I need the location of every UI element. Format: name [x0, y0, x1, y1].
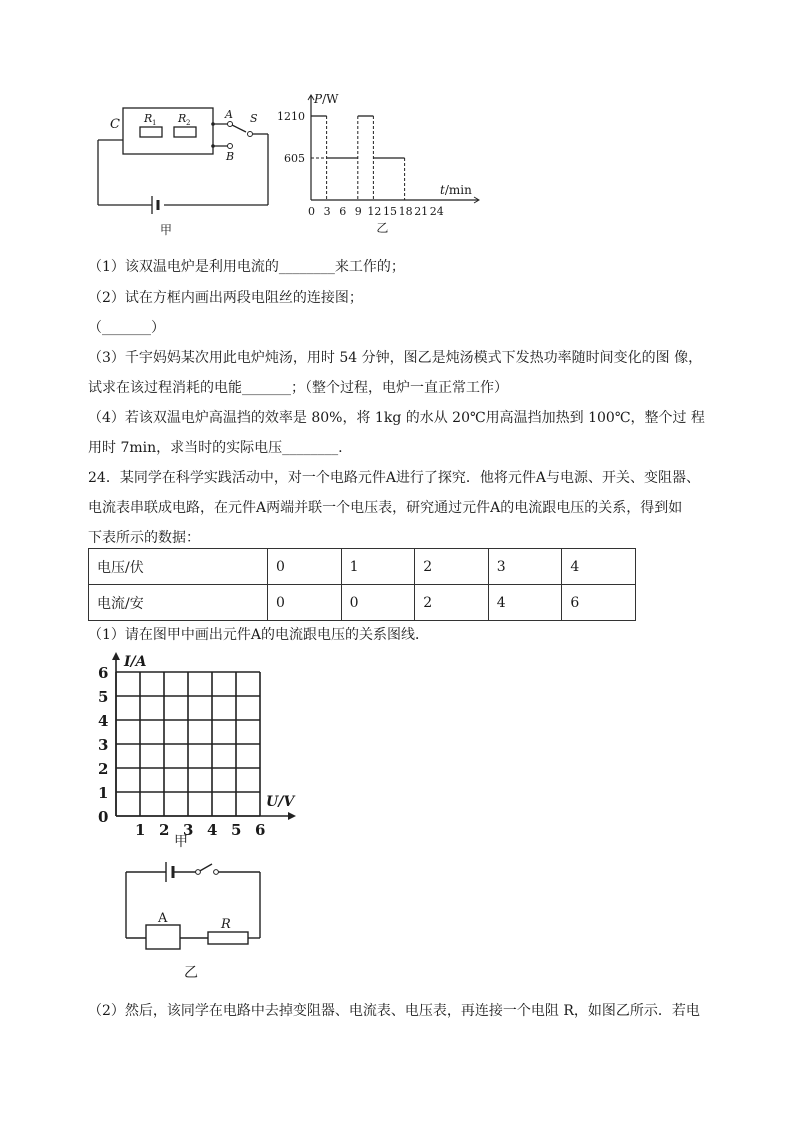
x-tick-label: 4	[207, 821, 218, 839]
question-2-blank: （_______）	[88, 320, 165, 336]
table-cell: 4	[488, 585, 562, 621]
q24-line3: 下表所示的数据：	[88, 530, 200, 546]
x-tick-label: 2	[159, 821, 170, 839]
label-r2-sub: 2	[186, 119, 191, 127]
caption-yi: 乙	[376, 221, 389, 235]
label-b: B	[226, 150, 235, 163]
caption-jia-grid: 甲	[174, 834, 188, 850]
question-1: （1）该双温电炉是利用电流的________来工作的；	[88, 259, 405, 275]
resistor-r1	[140, 127, 162, 137]
table-cell: 2	[415, 549, 489, 585]
y-axis-unit: /W	[322, 92, 339, 106]
x-tick-label: 3	[183, 821, 194, 839]
current-voltage-grid	[92, 650, 332, 850]
y-axis-label: I/A	[124, 654, 147, 670]
component-a-box	[146, 925, 180, 949]
question-4-line2: 用时 7min，求当时的实际电压________.	[88, 440, 343, 456]
question-4-line1: （4）若该双温电炉高温挡的效率是 80%，将 1kg 的水从 20℃用高温挡加热到 100℃，整个过 程	[88, 410, 705, 426]
x-tick-label: 5	[231, 821, 242, 839]
table-cell: 4	[562, 549, 636, 585]
origin-label: 0	[98, 808, 109, 826]
x-tick-label: 6	[339, 205, 347, 218]
label-r2: R	[178, 112, 187, 125]
x-tick-label: 21	[414, 205, 429, 218]
x-tick-label: 6	[255, 821, 266, 839]
x-tick-label: 24	[429, 205, 444, 218]
x-axis-label	[440, 183, 472, 197]
y-tick-label: 1210	[277, 110, 305, 123]
resistor-r-box	[208, 932, 248, 944]
table-cell: 1	[341, 549, 415, 585]
label-a: A	[225, 108, 233, 121]
q24-sub1: （1）请在图甲中画出元件A的电流跟电压的关系图线．	[88, 627, 430, 643]
resistor-box	[123, 108, 213, 154]
power-time-chart	[277, 88, 490, 238]
table-cell: 6	[562, 585, 636, 621]
circuit-diagram-yi	[118, 850, 278, 980]
x-axis-unit: /min	[444, 183, 472, 197]
y-tick-label: 4	[98, 712, 109, 730]
y-tick-label: 1	[98, 784, 109, 802]
x-axis-var: t	[440, 183, 445, 197]
table-cell: 2	[415, 585, 489, 621]
q24-line1: 24．某同学在科学实践活动中，对一个电路元件A进行了探究．他将元件A与电源、开关、变阻器、	[88, 470, 701, 486]
y-tick-label: 5	[98, 688, 109, 706]
q24-line2: 电流表串联成电路，在元件A两端并联一个电压表，研究通过元件A的电流跟电压的关系，得到如	[88, 500, 683, 516]
label-component-a: A	[158, 911, 168, 926]
x-tick-label: 0	[308, 205, 315, 218]
resistor-r2	[174, 127, 196, 137]
y-tick-label: 605	[284, 152, 305, 165]
caption-yi-bottom: 乙	[184, 965, 198, 981]
caption-jia: 甲	[160, 223, 173, 237]
y-tick-label: 3	[98, 736, 109, 754]
question-2: （2）试在方框内画出两段电阻丝的连接图；	[88, 290, 363, 306]
row-label-voltage: 电压/伏	[89, 549, 268, 585]
table-cell: 0	[341, 585, 415, 621]
y-tick-label: 6	[98, 664, 109, 682]
table-cell: 0	[268, 585, 342, 621]
label-r1: R	[144, 112, 153, 125]
x-tick-label: 3	[323, 205, 331, 218]
label-c: C	[110, 117, 120, 132]
y-axis-label	[313, 92, 339, 106]
table-cell: 0	[268, 549, 342, 585]
x-tick-label: 18	[398, 205, 413, 218]
circuit-diagram-jia	[90, 100, 280, 240]
label-r1-sub: 1	[152, 119, 157, 127]
y-tick-label: 2	[98, 760, 109, 778]
table-row	[89, 549, 636, 585]
label-s: S	[250, 112, 258, 125]
voltage-current-table	[88, 548, 636, 621]
x-axis-arrow	[288, 812, 296, 820]
x-tick-label: 1	[135, 821, 146, 839]
table-row	[89, 585, 636, 621]
row-label-current: 电流/安	[89, 585, 268, 621]
question-3-line2: 试求在该过程消耗的电能_______；（整个过程，电炉一直正常工作）	[88, 380, 508, 396]
x-tick-label: 15	[383, 205, 397, 218]
x-tick-label: 12	[367, 205, 382, 218]
q24-sub2: （2）然后，该同学在电路中去掉变阻器、电流表、电压表，再连接一个电阻 R，如图乙所示．若电	[88, 1003, 700, 1019]
question-3-line1: （3）千宇妈妈某次用此电炉炖汤，用时 54 分钟，图乙是炖汤模式下发热功率随时间变化的图 像，	[88, 350, 703, 366]
x-tick-label: 9	[354, 205, 362, 218]
y-axis-arrow	[112, 652, 120, 660]
table-cell: 3	[488, 549, 562, 585]
y-axis-var: P	[314, 92, 323, 106]
label-r: R	[221, 917, 231, 932]
x-axis-label: U/V	[266, 794, 295, 810]
